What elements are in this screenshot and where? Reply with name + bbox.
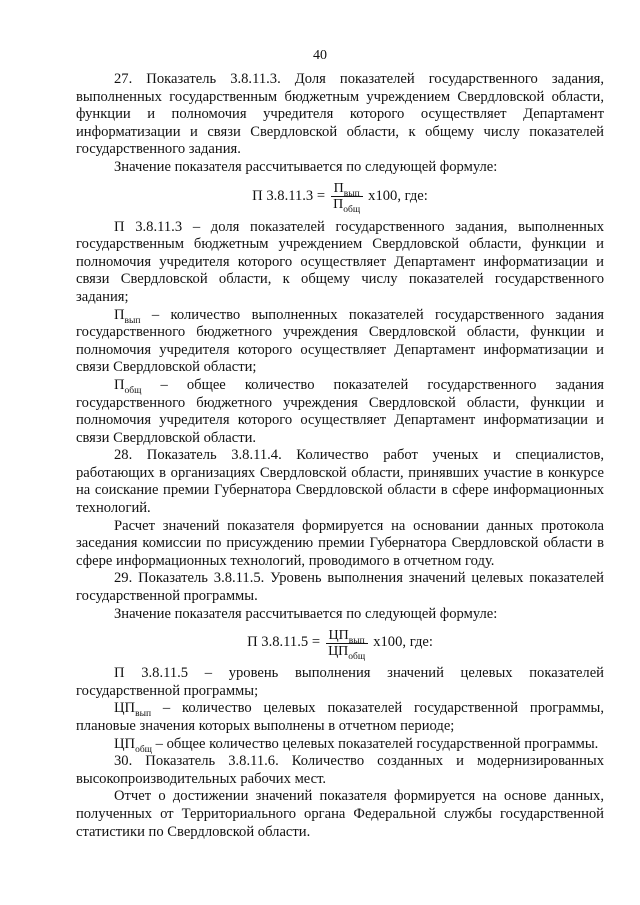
- formula-27-rhs: х100, где:: [368, 187, 428, 204]
- page-number: 40: [313, 48, 327, 63]
- indicator-27-formula-intro: Значение показателя рассчитывается по следующей формуле:: [114, 158, 498, 175]
- formula-29-rhs: х100, где:: [373, 634, 433, 651]
- indicator-30-report: Отчет о достижении значений показателя формируется на основе данных, полученных от Территориального органа Федеральной службы государственной статистики по Свердловской области.: [76, 788, 604, 840]
- indicator-28-calc: Расчет значений показателя формируется на основании данных протокола заседания комиссии по присуждению премии Губернатора Свердловской области в сфере информационных технологий, проводимого в отчетном году.: [76, 517, 604, 569]
- formula-29-lhs: П 3.8.11.5 =: [247, 634, 321, 651]
- indicator-30-title: 30. Показатель 3.8.11.6. Количество созданных и модернизированных высокопроизводительных рабочих мест.: [76, 753, 604, 787]
- indicator-29-formula: [76, 624, 604, 662]
- indicator-27-def-obsh: $П_{общ}$ – общее количество показателей государственного задания государственного бюджетного учреждения Свердловской области, функции и полномочия учредителя которого осуществляет Департамент информатизации и связи Свердловской области.: [76, 376, 604, 446]
- document-body: [76, 71, 604, 841]
- indicator-29-def-obsh: $ЦП_{общ}$ – общее количество целевых показателей государственной программы.: [114, 735, 599, 755]
- formula-29-numerator: $ЦП_{вып}$: [326, 628, 368, 644]
- indicator-28-title: 28. Показатель 3.8.11.4. Количество работ ученых и специалистов, работающих в организациях Свердловской области, принявших участие в конкурсе на соискание премии Губернатора Свердловской области в сфере информационных технологий.: [76, 447, 604, 517]
- indicator-27-title: 27. Показатель 3.8.11.3. Доля показателей государственного задания, выполненных государственным бюджетным учреждением Свердловской области, функции и полномочия учредителя которого осуществляет Департамент информатизации и связи Свердловской области, к общему числу показателей государственного задания.: [76, 71, 604, 158]
- indicator-29-definition: П 3.8.11.5 – уровень выполнения значений целевых показателей государственной программы;: [76, 665, 604, 699]
- indicator-29-title: 29. Показатель 3.8.11.5. Уровень выполнения значений целевых показателей государственной программы.: [76, 570, 604, 605]
- formula-29-fraction: [325, 627, 368, 662]
- indicator-27-def-vyp: $П_{вып}$ – количество выполненных показателей государственного задания государственного бюджетного учреждения Свердловской области, функции и полномочия учредителя которого осуществляет Департамент информатизации и связи Свердловской области;: [76, 306, 604, 376]
- formula-27-numerator: $П_{вып}$: [331, 181, 363, 197]
- indicator-27-formula: [76, 178, 604, 216]
- indicator-29-formula-intro: Значение показателя рассчитывается по следующей формуле:: [114, 605, 498, 622]
- formula-29-denominator: $ЦП_{общ}$: [328, 643, 366, 662]
- indicator-29-def-vyp: $ЦП_{вып}$ – количество целевых показателей государственной программы, плановые значения которых выполнены в отчетном периоде;: [76, 700, 604, 734]
- formula-27-denominator: $П_{общ}$: [333, 197, 361, 215]
- formula-27-lhs: П 3.8.11.3 =: [252, 187, 326, 204]
- formula-27-fraction: [330, 181, 363, 215]
- indicator-27-definition: П 3.8.11.3 – доля показателей государственного задания, выполненных государственным бюджетным учреждением Свердловской области, функции и полномочия учредителя которого осуществляет Департамент информатизации и связи Свердловской области, к общему числу показателей государственного задания;: [76, 218, 604, 305]
